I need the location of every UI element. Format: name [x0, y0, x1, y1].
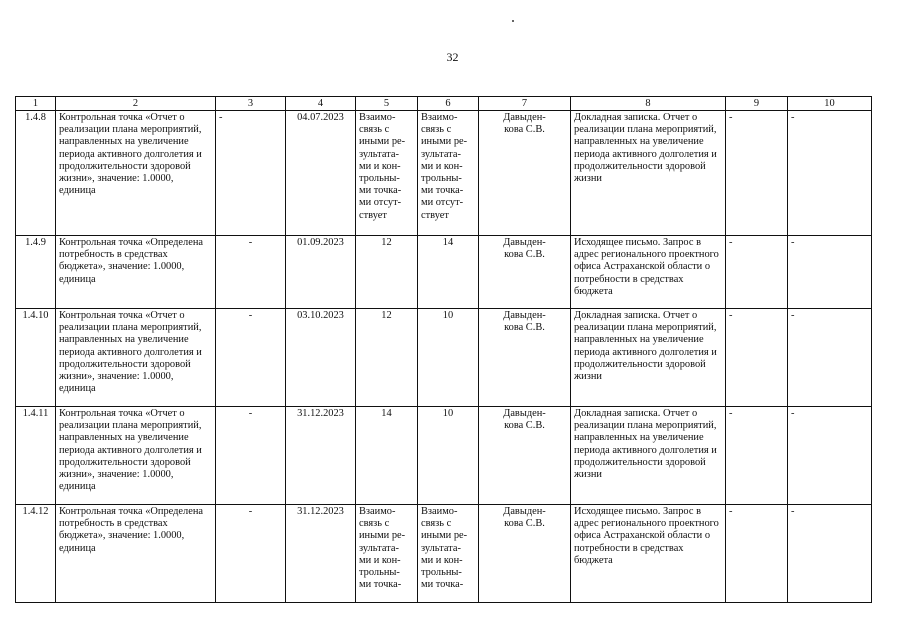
document-type: Докладная записка. Отчет о реализации плана мероприятий, направленных на увеличение периода активного долголетия и продолжительности здоровой жизни — [571, 111, 726, 236]
document-type: Исходящее письмо. Запрос в адрес регионального проектного офиса Астраханской области о потребности в средствах бюджета — [571, 236, 726, 309]
column-number: 2 — [56, 97, 216, 111]
predecessor-value: 14 — [356, 407, 418, 505]
scan-speck — [512, 20, 514, 22]
due-date: 03.10.2023 — [286, 309, 356, 407]
control-point-name: Контрольная точка «Определена потребность в средствах бюджета», значение: 1.0000, единица — [56, 236, 216, 309]
column-10-value: - — [788, 505, 872, 603]
responsible-person: Давыден- кова С.В. — [479, 309, 571, 407]
table-row — [16, 236, 872, 309]
table-row — [16, 407, 872, 505]
responsible-person: Давыден- кова С.В. — [479, 407, 571, 505]
predecessor-value: 12 — [356, 309, 418, 407]
row-number: 1.4.12 — [16, 505, 56, 603]
responsible-person: Давыден- кова С.В. — [479, 236, 571, 309]
column-9-value: - — [726, 505, 788, 603]
column-3-value: - — [216, 309, 286, 407]
control-point-name: Контрольная точка «Отчет о реализации плана мероприятий, направленных на увеличение периода активного долголетия и продолжительности здоровой жизни», значение: 1.0000, единица — [56, 309, 216, 407]
due-date: 04.07.2023 — [286, 111, 356, 236]
control-point-name: Контрольная точка «Отчет о реализации плана мероприятий, направленных на увеличение периода активного долголетия и продолжительности здоровой жизни», значение: 1.0000, единица — [56, 407, 216, 505]
column-9-value: - — [726, 407, 788, 505]
column-number: 1 — [16, 97, 56, 111]
due-date: 31.12.2023 — [286, 407, 356, 505]
page-number: 32 — [446, 50, 459, 64]
due-date: 01.09.2023 — [286, 236, 356, 309]
column-9-value: - — [726, 309, 788, 407]
document-type: Докладная записка. Отчет о реализации плана мероприятий, направленных на увеличение периода активного долголетия и продолжительности здоровой жизни — [571, 309, 726, 407]
column-3-value: - — [216, 407, 286, 505]
column-10-value: - — [788, 236, 872, 309]
column-3-value: - — [216, 236, 286, 309]
table-header-row — [16, 97, 872, 111]
column-number: 3 — [216, 97, 286, 111]
responsible-person: Давыден- кова С.В. — [479, 505, 571, 603]
successor-value: 10 — [418, 407, 479, 505]
column-9-value: - — [726, 111, 788, 236]
column-10-value: - — [788, 407, 872, 505]
column-number: 6 — [418, 97, 479, 111]
row-number: 1.4.9 — [16, 236, 56, 309]
column-9-value: - — [726, 236, 788, 309]
row-number: 1.4.11 — [16, 407, 56, 505]
document-type: Исходящее письмо. Запрос в адрес регионального проектного офиса Астраханской области о потребности в средствах бюджета — [571, 505, 726, 603]
column-3-value: - — [216, 505, 286, 603]
document-type: Докладная записка. Отчет о реализации плана мероприятий, направленных на увеличение периода активного долголетия и продолжительности здоровой жизни — [571, 407, 726, 505]
column-number: 4 — [286, 97, 356, 111]
column-number: 9 — [726, 97, 788, 111]
column-number: 5 — [356, 97, 418, 111]
predecessor-value: 12 — [356, 236, 418, 309]
table-row — [16, 309, 872, 407]
table-row — [16, 111, 872, 236]
column-3-value: - — [216, 111, 286, 236]
control-points-table — [15, 96, 872, 603]
column-10-value: - — [788, 111, 872, 236]
successor-value: 10 — [418, 309, 479, 407]
column-10-value: - — [788, 309, 872, 407]
responsible-person: Давыден- кова С.В. — [479, 111, 571, 236]
control-point-name: Контрольная точка «Отчет о реализации плана мероприятий, направленных на увеличение периода активного долголетия и продолжительности здоровой жизни», значение: 1.0000, единица — [56, 111, 216, 236]
row-number: 1.4.10 — [16, 309, 56, 407]
due-date: 31.12.2023 — [286, 505, 356, 603]
column-number: 10 — [788, 97, 872, 111]
predecessor-value: Взаимо- связь с иными ре- зультата- ми и кон- трольны- ми точка- ми отсут- ствует — [356, 111, 418, 236]
table-row — [16, 505, 872, 603]
column-number: 7 — [479, 97, 571, 111]
row-number: 1.4.8 — [16, 111, 56, 236]
column-number: 8 — [571, 97, 726, 111]
control-point-name: Контрольная точка «Определена потребность в средствах бюджета», значение: 1.0000, единица — [56, 505, 216, 603]
successor-value: Взаимо- связь с иными ре- зультата- ми и кон- трольны- ми точка- — [418, 505, 479, 603]
predecessor-value: Взаимо- связь с иными ре- зультата- ми и кон- трольны- ми точка- — [356, 505, 418, 603]
successor-value: 14 — [418, 236, 479, 309]
successor-value: Взаимо- связь с иными ре- зультата- ми и кон- трольны- ми точка- ми отсут- ствует — [418, 111, 479, 236]
